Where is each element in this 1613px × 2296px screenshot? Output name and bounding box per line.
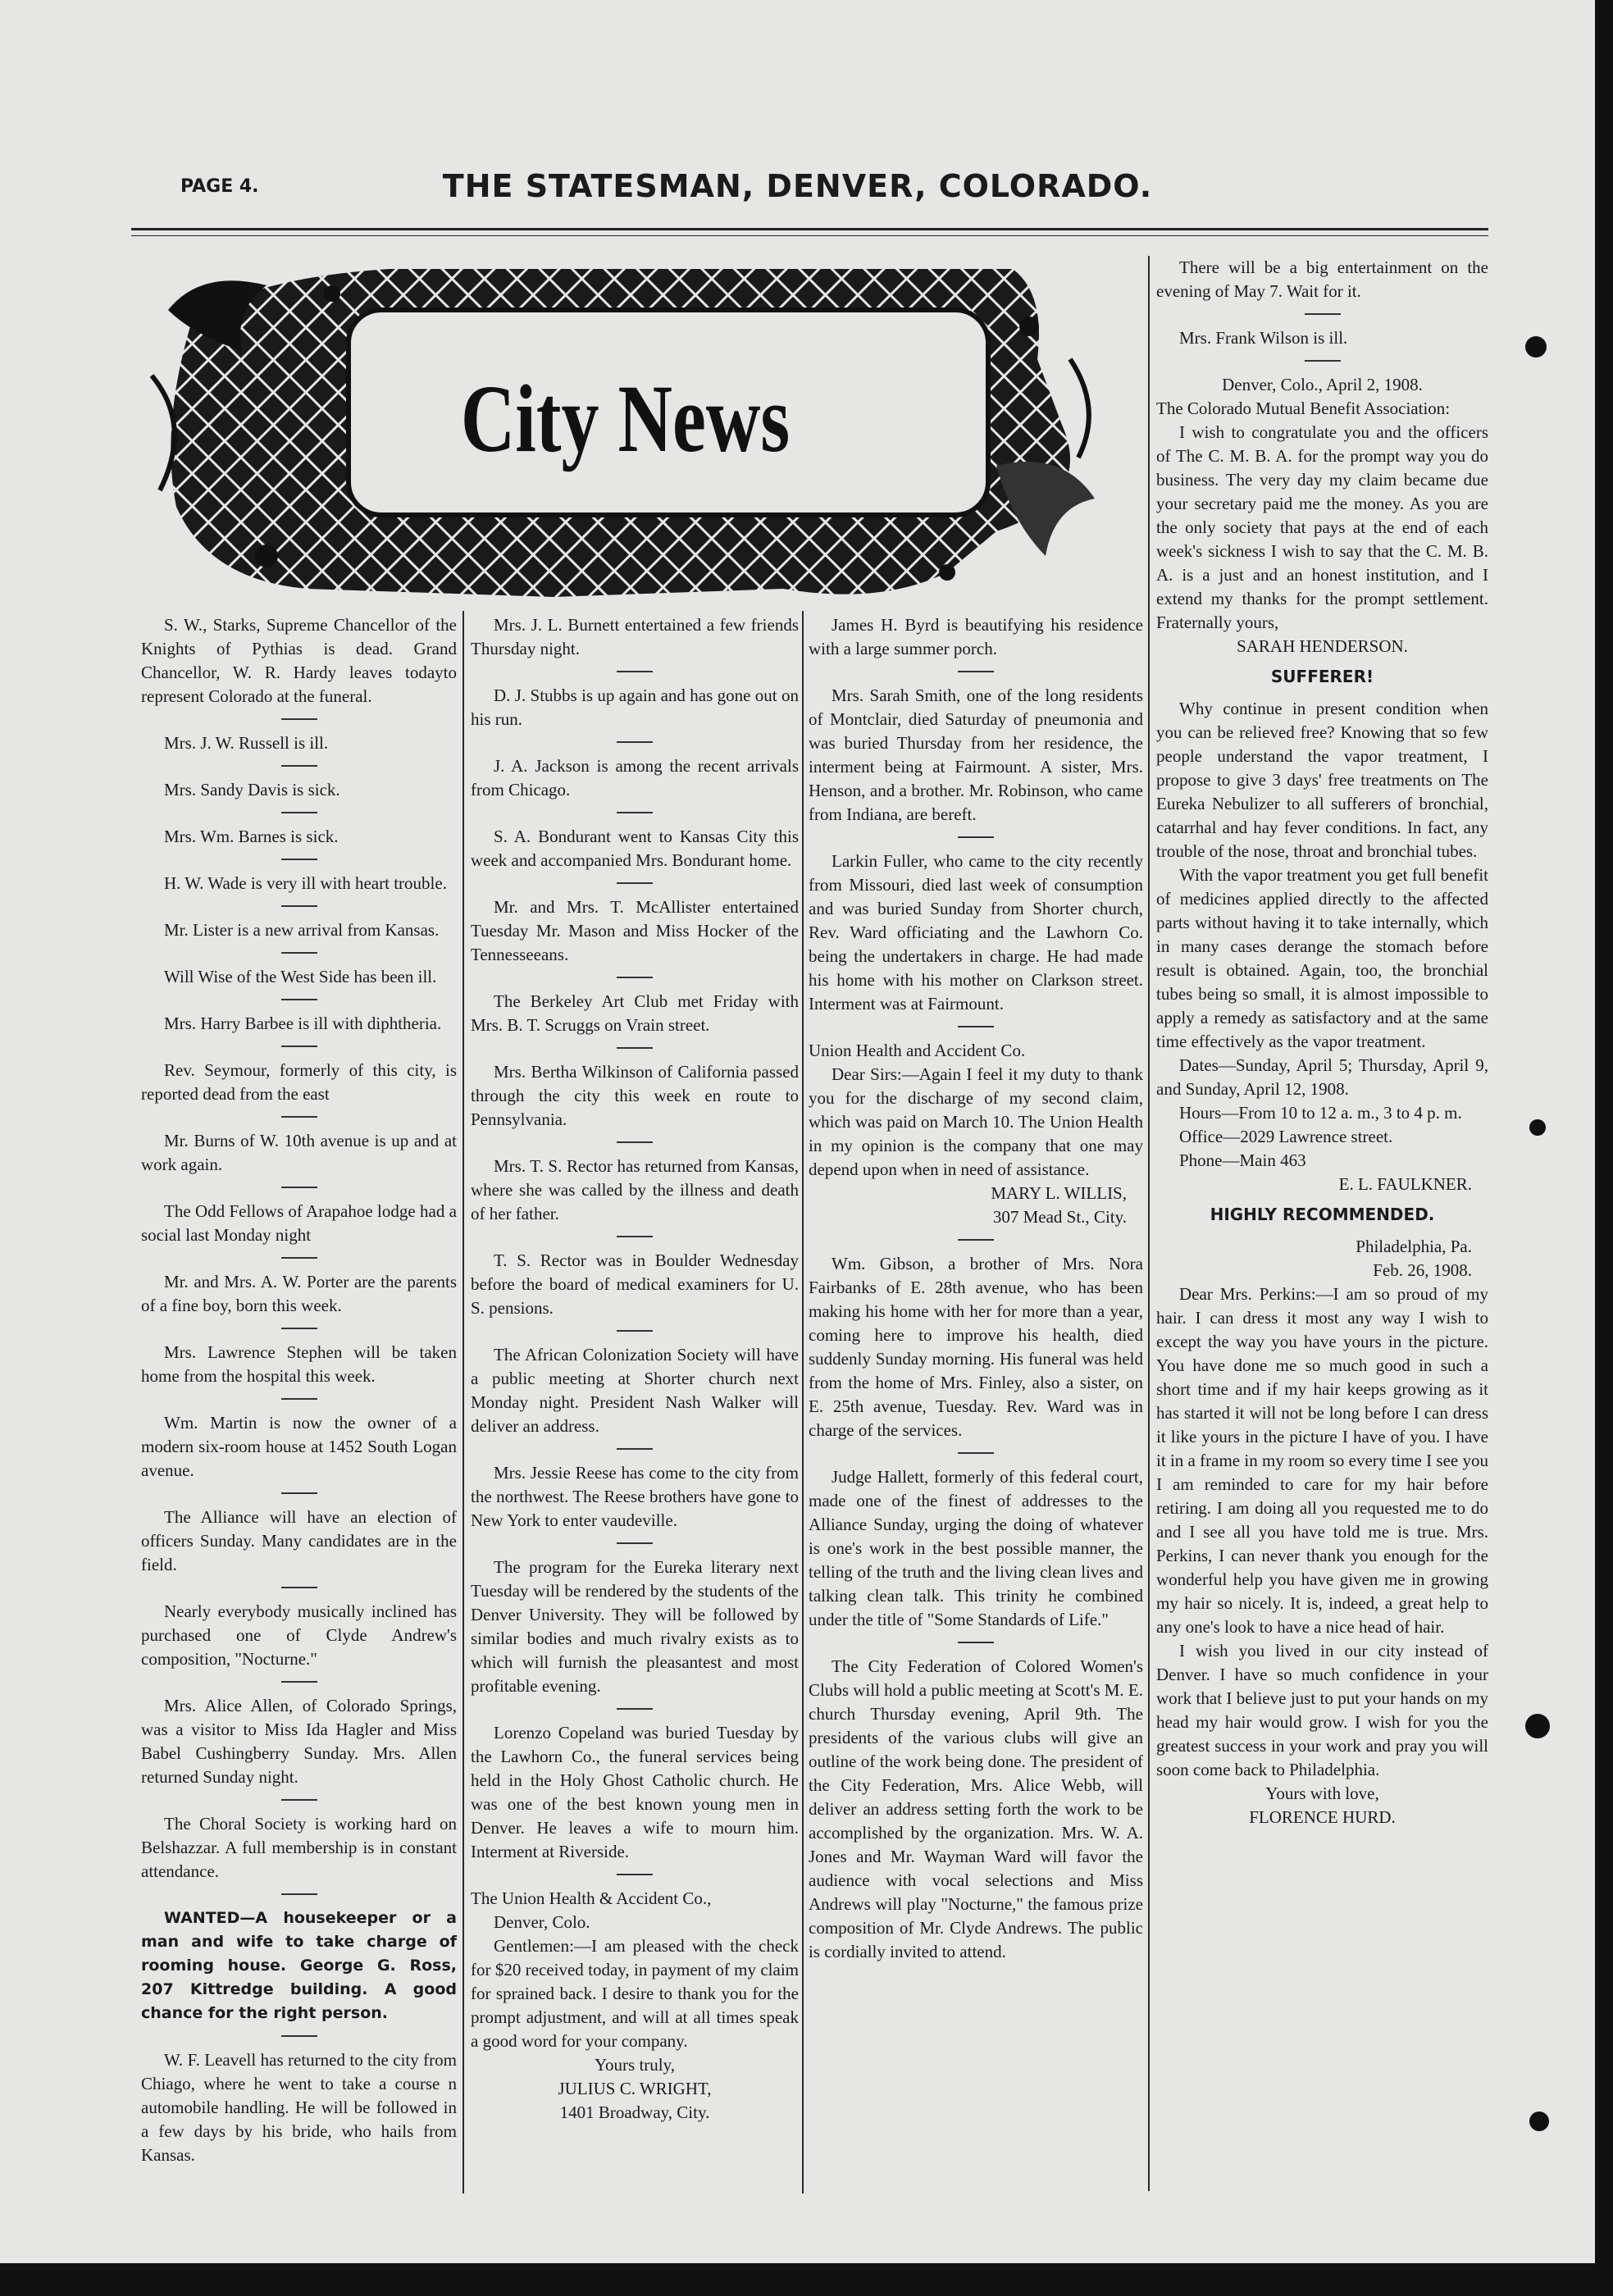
news-item: Will Wise of the West Side has been ill. [164, 967, 437, 986]
news-item: Mr. and Mrs. T. McAllister entertained Tuesday Mr. Mason and Miss Hocker of the Tennesseeans. [471, 897, 799, 964]
letter-signature: SARAH HENDERSON. [1237, 636, 1408, 656]
news-item: James H. Byrd is beautifying his residence with a large summer porch. [809, 615, 1143, 658]
divider [281, 1328, 317, 1329]
column-2 [471, 613, 799, 2125]
ad-text: With the vapor treatment you get full benefit of medicines applied directly to the affected parts without having it to take internally, which in many cases derange the stomach before result is obtained. Again, too, the bronchial tubes being so small, it is almost impossible to apply a remedy as satisfactory and at the same time effectively as the vapor treatment. [1156, 865, 1488, 1051]
divider [617, 1236, 653, 1237]
letter-body: Dear Mrs. Perkins:—I am so proud of my hair. I can dress it most any way I wish to except the way you have yours in the picture. You have done me so much good in such a short time and if my hair keeps growing as it has started it will not be long before I can dress it like yours in the picture I have of you. I have it in a frame in my room so every time I see you I am reminded to care for my hair before retiring. I am doing all you requested me to do and I see all you have told me is true. Mrs. Perkins, I can never thank you enough for the wonderful help you have given me in growing my hair so nicely. It is, indeed, a great help to any one's look to have a nice head of hair. [1156, 1284, 1488, 1637]
news-item: The Alliance will have an election of officers Sunday. Many candidates are in the field. [141, 1507, 457, 1574]
wanted-ad: WANTED—A housekeeper or a man and wife to take charge of rooming house. George G. Ross, 207 Kittredge building. A good chance for the right person. [141, 1909, 457, 2022]
city-news-banner [144, 261, 1107, 605]
divider [958, 1026, 994, 1027]
letter-closing: Yours with love, [1265, 1784, 1379, 1803]
divider [281, 1398, 317, 1400]
scan-speck-icon [1529, 2112, 1549, 2131]
divider [617, 1330, 653, 1332]
news-item: The City Federation of Colored Women's Clubs will hold a public meeting at Scott's M. E. church Thursday evening, April 9th. The presidents of the various clubs will give an outline of the work being done. The president of the City Federation, Mrs. Alice Webb, will deliver an address setting forth the work to be accomplished by the organization. Mrs. W. A. Jones and Mr. Wayman Ward will favor the audience with vocal selections and Miss Andrews will play "Nocturne," the famous prize composition of Mr. Clyde Andrews. The public is cordially invited to attend. [809, 1656, 1144, 1961]
news-item: W. F. Leavell has returned to the city from Chiago, where he went to take a course n automobile handling. He will be followed in a few days by his bride, who hails from Kansas. [141, 2050, 457, 2165]
scan-speck-icon [1525, 336, 1547, 358]
news-item: Mrs. Lawrence Stephen will be taken home from the hospital this week. [141, 1342, 457, 1386]
column-rule [462, 611, 464, 2194]
news-item: The program for the Eureka literary next Tuesday will be rendered by the students of the Denver University. They will be followed by similar bodies and much rivalry exists as to which will furnish the pleasantest and most profitable evening. [471, 1557, 799, 1696]
divider [281, 905, 317, 907]
divider [617, 1542, 653, 1544]
divider [281, 718, 317, 720]
letter-date: Feb. 26, 1908. [1373, 1260, 1472, 1280]
news-item: D. J. Stubbs is up again and has gone out on his run. [471, 686, 799, 729]
letter-signature: JULIUS C. WRIGHT, [558, 2079, 712, 2098]
news-item: The Berkeley Art Club met Friday with Mrs. B. T. Scruggs on Vrain street. [471, 991, 799, 1035]
news-item: S. A. Bondurant went to Kansas City this week and accompanied Mrs. Bondurant home. [471, 827, 799, 870]
news-item: The Odd Fellows of Arapahoe lodge had a social last Monday night [141, 1201, 457, 1245]
ad-text: Hours—From 10 to 12 a. m., 3 to 4 p. m. [1179, 1103, 1462, 1123]
ad-text: Dates—Sunday, April 5; Thursday, April 9, and Sunday, April 12, 1908. [1156, 1055, 1488, 1099]
page-number: PAGE 4. [180, 176, 259, 197]
divider [617, 1448, 653, 1450]
ad-heading: SUFFERER! [1270, 667, 1374, 686]
masthead-rule [131, 228, 1488, 236]
divider [617, 812, 653, 813]
divider [958, 1239, 994, 1241]
ad-heading: HIGHLY RECOMMENDED. [1210, 1205, 1435, 1224]
divider [281, 1799, 317, 1801]
divider [281, 952, 317, 954]
scan-speck-icon [1525, 1714, 1550, 1738]
divider [281, 2035, 317, 2037]
news-item: Nearly everybody musically inclined has purchased one of Clyde Andrew's composition, "Nocturne." [141, 1601, 457, 1669]
divider [617, 1141, 653, 1143]
news-item: Mrs. Frank Wilson is ill. [1179, 328, 1348, 348]
divider [281, 999, 317, 1000]
divider [958, 836, 994, 838]
news-item: The African Colonization Society will have a public meeting at Shorter church next Monday night. President Nash Walker will deliver an address. [471, 1345, 799, 1436]
ad-office: Office—2029 Lawrence street. [1179, 1127, 1393, 1146]
divider [281, 1257, 317, 1259]
ad-phone: Phone—Main 463 [1179, 1150, 1306, 1170]
news-item: J. A. Jackson is among the recent arrivals from Chicago. [471, 756, 799, 800]
letter-signer-address: 307 Mead St., City. [992, 1207, 1127, 1227]
divider [617, 977, 653, 978]
news-item: Wm. Martin is now the owner of a modern six-room house at 1452 South Logan avenue. [141, 1413, 457, 1480]
letter-address: The Union Health & Accident Co., [471, 1888, 712, 1908]
letter-signer-address: 1401 Broadway, City. [559, 2102, 710, 2122]
letter-body: I wish you lived in our city instead of Denver. I have so much confidence in your work that I believe just to put your hands on my head my hair would grow. I wish for you the greatest success in your work and pray you will soon come back to Philadelphia. [1156, 1641, 1488, 1779]
divider [281, 1893, 317, 1895]
column-rule [1148, 256, 1150, 2191]
news-item: Mrs. Alice Allen, of Colorado Springs, was a visitor to Miss Ida Hagler and Miss Babel Cushingberry Sunday. Mrs. Allen returned Sunday night. [141, 1696, 457, 1787]
ad-text: Why continue in present condition when you can be relieved free? Knowing that so few people understand the vapor treatment, I propose to give 3 days' free treatments on The Eureka Nebulizer to all sufferers of bronchial, catarrhal and hay fever conditions. In fact, any trouble of the nose, throat and bronchial tubes. [1156, 699, 1488, 861]
letter-signature: FLORENCE HURD. [1249, 1807, 1396, 1827]
news-item: Mr. Lister is a new arrival from Kansas. [164, 920, 440, 940]
news-item: Rev. Seymour, formerly of this city, is reported dead from the east [141, 1060, 457, 1104]
news-item: Mr. and Mrs. A. W. Porter are the parents of a fine boy, born this week. [141, 1272, 457, 1315]
divider [281, 812, 317, 813]
divider [617, 671, 653, 672]
letter-address: The Colorado Mutual Benefit Association: [1156, 399, 1451, 418]
letter-address: Union Health and Accident Co. [809, 1041, 1026, 1060]
newspaper-title: THE STATESMAN, DENVER, COLORADO. [442, 168, 1153, 204]
divider [281, 1046, 317, 1047]
banner-title: City News [460, 365, 791, 472]
divider [281, 765, 317, 767]
news-item: Larkin Fuller, who came to the city recently from Missouri, died last week of consumption and was buried Sunday from Shorter church, Rev. Ward officiating and the Lawhorn Co. being the undertakers in charge. He had made his home with his mother on Clarkson street. Interment was at Fairmount. [809, 851, 1143, 1014]
ad-signature: E. L. FAULKNER. [1338, 1174, 1472, 1194]
column-4 [1156, 256, 1488, 1829]
column-rule [802, 611, 804, 2194]
news-item: Mrs. Wm. Barnes is sick. [164, 827, 339, 846]
news-item: Mrs. Bertha Wilkinson of California passed through the city this week en route to Pennsylvania. [471, 1062, 799, 1129]
news-item: Mrs. Jessie Reese has come to the city from the northwest. The Reese brothers have gone to New York to enter vaudeville. [471, 1463, 799, 1530]
masthead [131, 168, 1464, 217]
news-item: Mrs. Sarah Smith, one of the long residents of Montclair, died Saturday of pneumonia and was buried Thursday from her residence, the interment being at Fairmount. A sister, Mrs. Henson, and a brother. Mr. Robinson, who came from Indiana, are bereft. [809, 686, 1143, 824]
divider [281, 1587, 317, 1588]
divider [617, 1708, 653, 1710]
letter-body: I wish to congratulate you and the officers of The C. M. B. A. for the prompt way you do business. The very day my claim became due your secretary paid me the money. As you are the only society that pays at the end of each week's sickness I wish to say that the C. M. B. A. is a just and an honest institution, and I extend my thanks for the prompt settlement. Fraternally yours, [1156, 422, 1488, 632]
news-item: Mr. Burns of W. 10th avenue is up and at work again. [141, 1131, 457, 1174]
divider [281, 1187, 317, 1188]
letter-body: Gentlemen:—I am pleased with the check for $20 received today, in payment of my claim for sprained back. I desire to thank you for the prompt adjustment, and will at all times speak a good word for your company. [471, 1936, 799, 2051]
divider [958, 1642, 994, 1643]
letter-signature: MARY L. WILLIS, [991, 1183, 1127, 1203]
news-item: H. W. Wade is very ill with heart trouble. [164, 873, 447, 893]
divider [958, 1452, 994, 1454]
news-item: Mrs. T. S. Rector has returned from Kansas, where she was called by the illness and death of her father. [471, 1156, 799, 1223]
letter-date: Denver, Colo., April 2, 1908. [1222, 375, 1423, 394]
news-item: Mrs. Harry Barbee is ill with diphtheria. [164, 1014, 442, 1033]
scan-speck-icon [1529, 1119, 1546, 1136]
news-item: Mrs. J. W. Russell is ill. [164, 733, 329, 753]
news-item: Mrs. Sandy Davis is sick. [164, 780, 340, 800]
divider [617, 882, 653, 884]
news-item: S. W., Starks, Supreme Chancellor of the Knights of Pythias is dead. Grand Chancellor, W. R. Hardy leaves todayto represent Colorado at the funeral. [141, 615, 457, 706]
divider [617, 1874, 653, 1875]
news-item: Lorenzo Copeland was buried Tuesday by the Lawhorn Co., the funeral services being held in the Holy Ghost Catholic church. He was one of the best known young men in Denver. He leaves a wife to mourn him. Interment at Riverside. [471, 1723, 799, 1861]
divider [617, 741, 653, 743]
column-3 [809, 613, 1143, 1964]
news-item: Mrs. J. L. Burnett entertained a few friends Thursday night. [471, 615, 799, 658]
news-item: Judge Hallett, formerly of this federal court, made one of the finest of addresses to the Alliance Sunday, urging the doing of whatever is one's work in the best possible manner, the telling of the truth and the living clean lives and talking clean talk. This trinity he combined under the title of "Some Standards of Life." [809, 1467, 1143, 1629]
divider [281, 859, 317, 860]
divider [281, 1681, 317, 1683]
divider [281, 1492, 317, 1494]
divider [1305, 313, 1341, 315]
news-item: T. S. Rector was in Boulder Wednesday before the board of medical examiners for U. S. pensions. [471, 1250, 799, 1318]
letter-closing: Yours truly, [594, 2055, 676, 2075]
news-item: Wm. Gibson, a brother of Mrs. Nora Fairbanks of E. 28th avenue, who has been making his home with her for more than a year, coming here to improve his health, died suddenly Sunday morning. His funeral was held from the home of Mrs. Finley, also a sister, on E. 25th avenue, Tuesday. Rev. Ward was in charge of the services. [809, 1254, 1143, 1440]
news-item: There will be a big entertainment on the evening of May 7. Wait for it. [1156, 257, 1488, 301]
divider [1305, 360, 1341, 362]
column-1 [141, 613, 457, 2167]
news-item: The Choral Society is working hard on Belshazzar. A full membership is in constant attendance. [141, 1814, 457, 1881]
divider [958, 671, 994, 672]
divider [281, 1116, 317, 1118]
letter-address: Denver, Colo. [494, 1912, 590, 1932]
letter-place: Philadelphia, Pa. [1356, 1237, 1472, 1256]
letter-body: Dear Sirs:—Again I feel it my duty to thank you for the discharge of my second claim, which was paid on March 10. The Union Health in my opinion is the company that one may depend upon when in need of assistance. [809, 1064, 1143, 1179]
divider [617, 1047, 653, 1049]
